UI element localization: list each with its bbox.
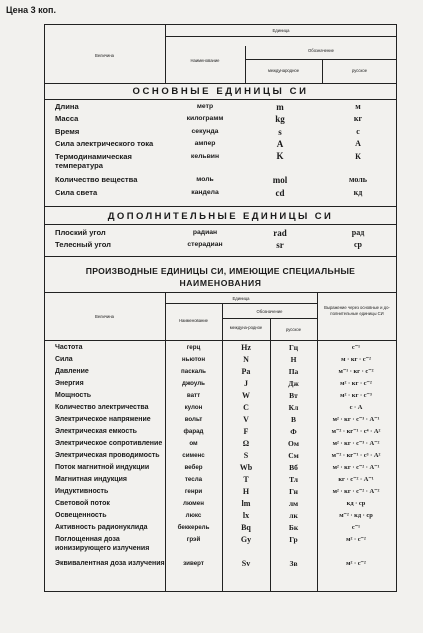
quantity-name: Количество вещества bbox=[55, 175, 138, 184]
russian-symbol: лм bbox=[288, 499, 299, 508]
quantity-name: Индуктивность bbox=[55, 488, 109, 495]
table-row bbox=[55, 535, 395, 559]
table-row bbox=[55, 439, 395, 451]
russian-symbol: Вт bbox=[289, 391, 298, 400]
russian-symbol: Гц bbox=[288, 343, 299, 352]
header-bottom-rule bbox=[44, 340, 397, 341]
table-row bbox=[55, 102, 395, 114]
russian-symbol: В bbox=[290, 415, 296, 424]
quantity-name: Количество электричества bbox=[55, 404, 149, 411]
intl-symbol: C bbox=[243, 403, 249, 412]
table-row bbox=[55, 475, 395, 487]
table-row bbox=[55, 188, 395, 201]
quantity-name: Магнитная индукция bbox=[55, 476, 127, 483]
table-row bbox=[55, 499, 395, 511]
si-expression: с⁻¹ bbox=[351, 524, 361, 531]
russian-symbol: м bbox=[355, 102, 361, 111]
si-expression: м² · кг · с⁻² · А⁻² bbox=[332, 488, 380, 495]
unit-name: моль bbox=[196, 176, 214, 183]
table-row bbox=[55, 379, 395, 391]
unit-name: ампер bbox=[194, 140, 216, 147]
quantity-name: Электрическая емкость bbox=[55, 428, 137, 435]
si-expression: м⁻² · кг⁻¹ · с³ · А² bbox=[331, 452, 381, 459]
price-note: Цена 3 коп. bbox=[6, 5, 56, 15]
table-row bbox=[55, 355, 395, 367]
table-row bbox=[55, 152, 395, 175]
russian-symbol: Тл bbox=[289, 475, 298, 484]
derived-units-title-line2: НАИМЕНОВАНИЯ bbox=[179, 278, 262, 288]
intl-symbol: sr bbox=[276, 240, 284, 250]
quantity-name: Поток магнитной индукции bbox=[55, 464, 150, 471]
header-international: международное bbox=[267, 68, 300, 73]
section-rule bbox=[44, 206, 397, 207]
si-expression: кг · с⁻² · А⁻¹ bbox=[338, 476, 374, 483]
derived-header-russian: русское bbox=[285, 327, 302, 332]
table-row bbox=[55, 487, 395, 499]
intl-symbol: Bq bbox=[241, 523, 251, 532]
unit-name: грэй bbox=[186, 536, 201, 543]
unit-name: паскаль bbox=[181, 368, 206, 375]
intl-symbol: Hz bbox=[241, 343, 251, 352]
intl-symbol: Pa bbox=[241, 367, 251, 376]
russian-symbol: Ом bbox=[288, 439, 299, 448]
unit-name: кулон bbox=[184, 404, 203, 411]
russian-symbol: Зв bbox=[289, 559, 298, 568]
unit-name: тесла bbox=[184, 476, 203, 483]
header-divider bbox=[165, 36, 397, 37]
intl-symbol: mol bbox=[272, 175, 288, 185]
intl-symbol: Gy bbox=[240, 535, 252, 544]
basic-units-title: ОСНОВНЫЕ ЕДИНИЦЫ СИ bbox=[132, 86, 309, 97]
quantity-name: Сила электрического тока bbox=[55, 139, 154, 148]
russian-symbol: Бк bbox=[288, 523, 299, 532]
intl-symbol: Ω bbox=[242, 439, 250, 448]
derived-header-expression: Выражение через основные и до-полнительные единицы СИ bbox=[324, 305, 390, 316]
russian-symbol: кд bbox=[353, 188, 363, 197]
russian-symbol: ср bbox=[354, 240, 362, 249]
table-row bbox=[55, 240, 395, 252]
quantity-name: Сила bbox=[55, 356, 73, 363]
quantity-name: Плоский угол bbox=[55, 228, 106, 237]
table-row bbox=[55, 403, 395, 415]
header-unit: Единица bbox=[272, 28, 290, 33]
russian-symbol: Вб bbox=[289, 463, 298, 472]
russian-symbol: Ф bbox=[290, 427, 297, 436]
russian-symbol: См bbox=[288, 451, 299, 460]
intl-symbol: H bbox=[242, 487, 250, 496]
russian-symbol: Дж bbox=[288, 379, 299, 388]
intl-symbol: T bbox=[243, 475, 249, 484]
russian-symbol: К bbox=[355, 152, 361, 161]
russian-symbol: Па bbox=[288, 367, 299, 376]
russian-symbol: лк bbox=[289, 511, 298, 520]
si-expression: м² · с⁻² bbox=[346, 536, 366, 543]
intl-symbol: N bbox=[243, 355, 249, 364]
intl-symbol: S bbox=[243, 451, 249, 460]
quantity-name: Электрическое сопротивление bbox=[55, 440, 163, 447]
si-expression: м² · с⁻² bbox=[346, 560, 366, 567]
unit-name: джоуль bbox=[182, 380, 205, 387]
header-quantity: Величина bbox=[95, 53, 114, 58]
russian-symbol: Кл bbox=[288, 403, 299, 412]
unit-name: ом bbox=[189, 440, 198, 447]
table-row bbox=[55, 463, 395, 475]
intl-symbol: rad bbox=[273, 228, 287, 238]
quantity-name: Энергия bbox=[55, 380, 84, 387]
unit-name: килограмм bbox=[186, 115, 224, 122]
table-row bbox=[55, 127, 395, 139]
unit-name: герц bbox=[186, 344, 201, 351]
quantity-name: Телесный угол bbox=[55, 240, 111, 249]
intl-symbol: F bbox=[243, 427, 249, 436]
unit-name: кандела bbox=[191, 189, 219, 196]
si-expression: с⁻¹ bbox=[351, 344, 361, 351]
section-rule bbox=[44, 256, 397, 257]
quantity-name: Освещенность bbox=[55, 512, 107, 519]
si-expression: м · кг · с⁻² bbox=[341, 356, 371, 363]
si-expression: м⁻¹ · кг · с⁻² bbox=[338, 368, 374, 375]
russian-symbol: рад bbox=[351, 228, 365, 237]
derived-header-unit: Единица bbox=[232, 296, 250, 301]
derived-header-quantity: Величина bbox=[95, 314, 114, 319]
section-rule bbox=[44, 292, 397, 293]
section-rule bbox=[44, 224, 397, 225]
header-bottom-rule bbox=[44, 83, 397, 84]
unit-name: вебер bbox=[184, 464, 203, 471]
header-divider bbox=[245, 59, 397, 60]
additional-units-title: ДОПОЛНИТЕЛЬНЫЕ ЕДИНИЦЫ СИ bbox=[107, 211, 334, 222]
si-expression: кд · ср bbox=[346, 500, 366, 507]
table-row bbox=[55, 523, 395, 535]
quantity-name: Частота bbox=[55, 344, 83, 351]
si-expression: м² · кг · с⁻³ · А⁻¹ bbox=[332, 416, 380, 423]
unit-name: люкс bbox=[185, 512, 202, 519]
quantity-name: Эквивалентная доза излучения bbox=[55, 560, 165, 567]
russian-symbol: моль bbox=[349, 175, 367, 184]
si-expression: с · А bbox=[349, 404, 363, 411]
si-expression: м² · кг · с⁻² bbox=[340, 380, 372, 387]
table-row bbox=[55, 415, 395, 427]
russian-symbol: Гр bbox=[289, 535, 298, 544]
table-row bbox=[55, 228, 395, 240]
intl-symbol: K bbox=[276, 151, 284, 161]
intl-symbol: A bbox=[276, 139, 284, 149]
quantity-name: Масса bbox=[55, 114, 79, 123]
table-row bbox=[55, 343, 395, 355]
derived-header-international: междуна-родное bbox=[229, 325, 263, 330]
intl-symbol: kg bbox=[275, 114, 285, 124]
table-row bbox=[55, 427, 395, 439]
unit-name: генри bbox=[184, 488, 203, 495]
table-row bbox=[55, 391, 395, 403]
russian-symbol: А bbox=[355, 139, 361, 148]
unit-name: зиверт bbox=[183, 560, 204, 567]
derived-header-naming: Наименование bbox=[178, 318, 209, 323]
section-rule bbox=[44, 99, 397, 100]
unit-name: секунда bbox=[191, 128, 219, 135]
quantity-name: Время bbox=[55, 127, 80, 136]
table-row bbox=[55, 451, 395, 463]
russian-symbol: кг bbox=[353, 114, 363, 123]
intl-symbol: cd bbox=[275, 188, 285, 198]
quantity-name: Сила света bbox=[55, 188, 98, 197]
derived-header-designation: Обозначение bbox=[256, 309, 283, 314]
unit-name: вольт bbox=[184, 416, 203, 423]
table-row bbox=[55, 114, 395, 127]
si-expression: м⁻² · кг⁻¹ · с⁴ · А² bbox=[331, 428, 381, 435]
intl-symbol: s bbox=[278, 127, 282, 137]
si-expression: м² · кг · с⁻³ bbox=[340, 392, 372, 399]
unit-name: радиан bbox=[192, 229, 218, 236]
si-expression: м² · кг · с⁻³ · А⁻² bbox=[332, 440, 380, 447]
intl-symbol: lm bbox=[241, 499, 251, 508]
quantity-name: Активность радионуклида bbox=[55, 524, 148, 531]
intl-symbol: lx bbox=[242, 511, 250, 520]
table-row bbox=[55, 559, 395, 573]
quantity-name: Термодинамическая температура bbox=[55, 152, 132, 170]
unit-name: ватт bbox=[186, 392, 201, 399]
intl-symbol: Sv bbox=[241, 559, 251, 568]
unit-name: ньютон bbox=[181, 356, 206, 363]
quantity-name: Длина bbox=[55, 102, 79, 111]
quantity-name: Электрическое напряжение bbox=[55, 416, 151, 423]
quantity-name: Мощность bbox=[55, 392, 92, 399]
table-row bbox=[55, 511, 395, 523]
si-expression: м⁻² · кд · ср bbox=[339, 512, 373, 519]
unit-name: беккерель bbox=[177, 524, 210, 531]
si-expression: м² · кг · с⁻² · А⁻¹ bbox=[332, 464, 380, 471]
unit-name: фарад bbox=[183, 428, 204, 435]
unit-name: стерадиан bbox=[187, 241, 223, 248]
russian-symbol: Н bbox=[290, 355, 297, 364]
header-designation: Обозначение bbox=[308, 48, 334, 53]
quantity-name: Световой поток bbox=[55, 500, 110, 507]
intl-symbol: V bbox=[243, 415, 249, 424]
unit-name: люмен bbox=[183, 500, 204, 507]
unit-name: метр bbox=[196, 103, 214, 110]
table-row bbox=[55, 367, 395, 379]
intl-symbol: J bbox=[244, 379, 248, 388]
intl-symbol: Wb bbox=[239, 463, 253, 472]
quantity-name: Давление bbox=[55, 368, 89, 375]
header-russian: русское bbox=[351, 68, 368, 73]
table-row bbox=[55, 175, 395, 188]
intl-symbol: m bbox=[276, 102, 284, 112]
unit-name: кельвин bbox=[190, 153, 220, 160]
unit-name: сименс bbox=[182, 452, 205, 459]
header-divider bbox=[165, 303, 317, 304]
quantity-name: Электрическая проводимость bbox=[55, 452, 160, 459]
header-naming: Наименование bbox=[190, 58, 220, 63]
russian-symbol: с bbox=[356, 127, 360, 136]
intl-symbol: W bbox=[242, 391, 250, 400]
derived-units-title-line1: ПРОИЗВОДНЫЕ ЕДИНИЦЫ СИ, ИМЕЮЩИЕ СПЕЦИАЛЬНЫЕ bbox=[85, 266, 356, 276]
quantity-name: Поглощенная доза ионизирующего излучения bbox=[55, 536, 150, 552]
russian-symbol: Гн bbox=[289, 487, 298, 496]
table-row bbox=[55, 139, 395, 152]
